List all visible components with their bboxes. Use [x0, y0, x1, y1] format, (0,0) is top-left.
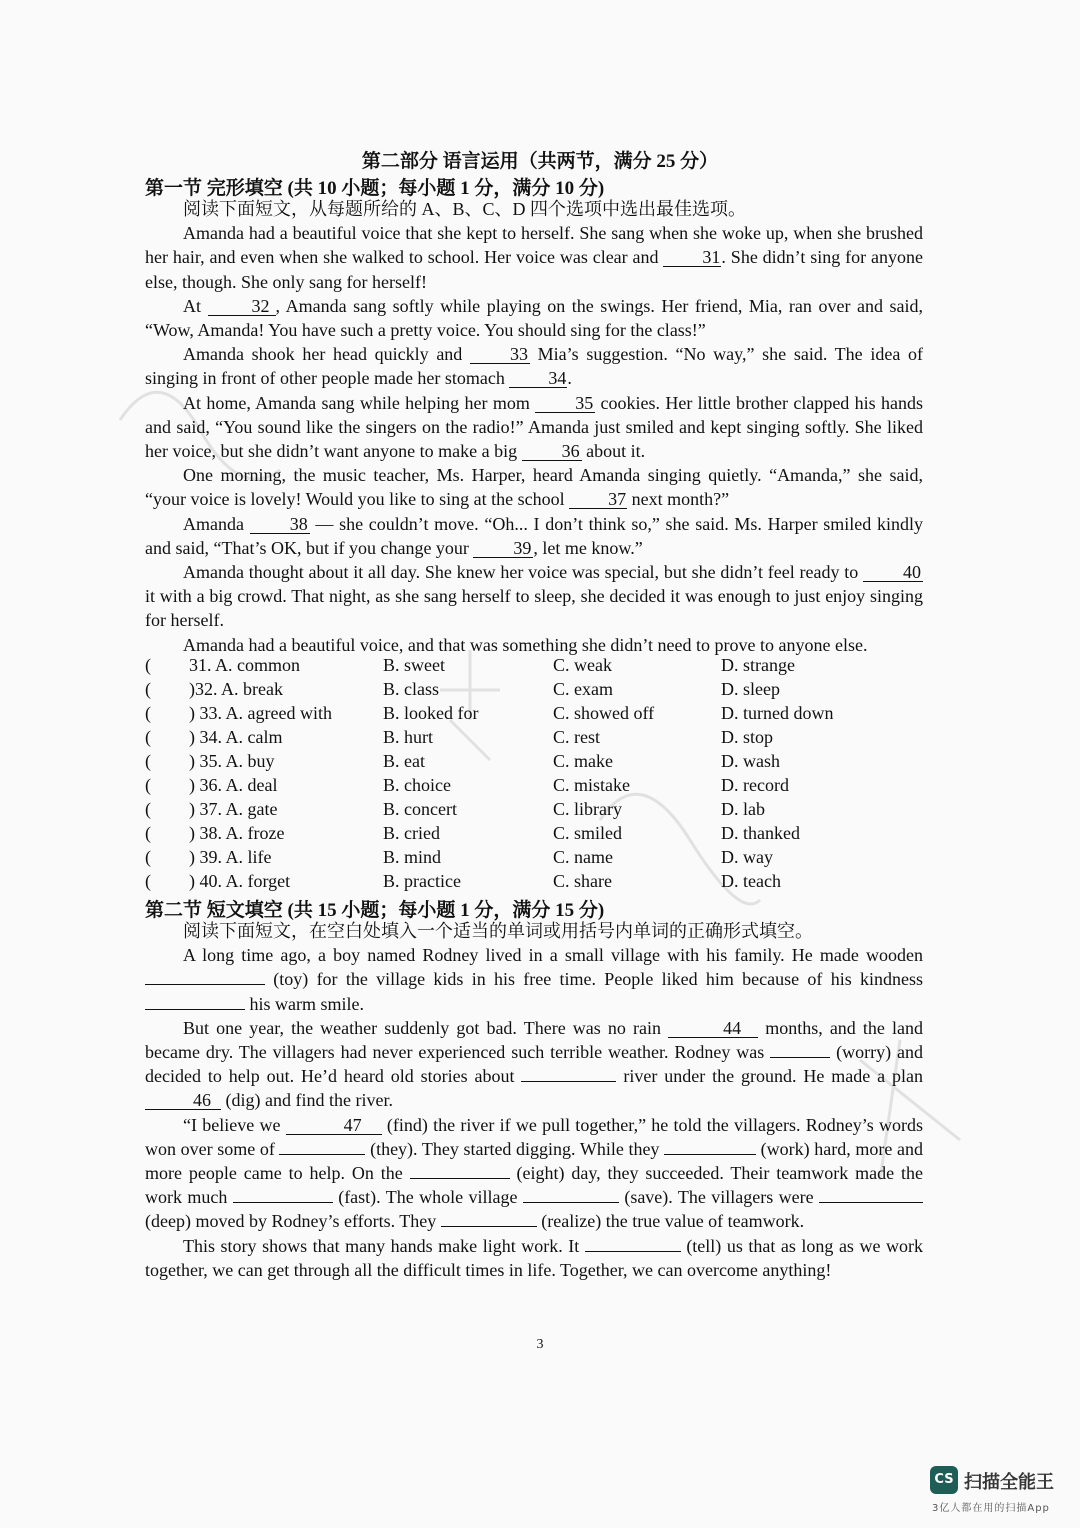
cloze-paragraph-2: At 32 , Amanda sang softly while playing on the swings. Her friend, Mia, ran over and said, “Wow, Amanda! You have such a pretty voice. You should sing for the class!”	[145, 295, 924, 341]
fill-paragraph-1: A long time ago, a boy named Rodney lived in a small village with his family. He made wooden (toy) for the village kids in his free time. People liked him because of his kindness his warm smile.	[145, 943, 923, 1016]
fill-paragraph-2: But one year, the weather suddenly got bad. There was no rain 44 months, and the land became dry. The villagers had never experienced such terrible weather. Rodney was (worry) and decided to help out. He’d heard old stories about river under the ground. He made a plan 46 (dig) and find the river.	[145, 1017, 923, 1111]
option-c: C. exam	[553, 679, 613, 699]
answer-paren: (	[145, 871, 151, 891]
blank-40: 40	[863, 563, 923, 582]
option-a: 31. A. common	[189, 655, 300, 675]
logo-tagline: 3亿人都在用的扫描App	[932, 1503, 1050, 1514]
option-c: C. name	[553, 847, 613, 867]
fill-paragraph-4: This story shows that many hands make light work. It (tell) us that as long as we work together, we can get through all the difficult times in life. Together, we can overcome anything!	[145, 1235, 923, 1280]
option-d: D. lab	[721, 799, 765, 819]
option-c: C. rest	[553, 727, 600, 747]
blank-39: 39	[473, 539, 533, 558]
option-d: D. teach	[721, 871, 781, 891]
option-row-34	[145, 727, 935, 751]
option-c: C. weak	[553, 655, 612, 675]
answer-paren: (	[145, 847, 151, 867]
answer-paren: (	[145, 751, 151, 771]
cs-badge-icon: CS	[930, 1466, 958, 1494]
option-row-40	[145, 871, 935, 895]
option-b: B. mind	[383, 847, 442, 867]
option-row-33	[145, 703, 935, 727]
option-c: C. make	[553, 751, 613, 771]
blank-33: 33	[470, 345, 530, 364]
cloze-passage	[145, 197, 923, 657]
option-a: ) 35. A. buy	[189, 751, 275, 771]
option-b: B. practice	[383, 871, 461, 891]
answer-paren: (	[145, 655, 151, 675]
blank-51	[233, 1202, 333, 1203]
option-b: B. hurt	[383, 727, 434, 747]
answer-paren: (	[145, 799, 151, 819]
option-a: ) 38. A. froze	[189, 823, 285, 843]
option-d: D. stop	[721, 727, 774, 747]
option-b: B. sweet	[383, 655, 445, 675]
answer-paren: (	[145, 703, 151, 723]
option-row-32	[145, 679, 935, 703]
option-row-39	[145, 847, 935, 871]
blank-53	[819, 1202, 923, 1203]
option-c: C. showed off	[553, 703, 655, 723]
option-row-36	[145, 775, 935, 799]
answer-paren: (	[145, 823, 151, 843]
blank-49	[664, 1154, 756, 1155]
blank-44: 44	[668, 1019, 758, 1038]
option-a: ) 36. A. deal	[189, 775, 278, 795]
option-row-31	[145, 655, 935, 679]
option-c: C. share	[553, 871, 612, 891]
cloze-paragraph-5: One morning, the music teacher, Ms. Harper, heard Amanda singing quietly. “Amanda,” she said, “your voice is lovely! Would you like to sing at the school 37 next month?”	[145, 465, 923, 510]
cloze-options	[145, 655, 935, 895]
blank-35: 35	[535, 394, 595, 413]
cloze-paragraph-8: Amanda had a beautiful voice, and that was something she didn’t need to prove to anyone else.	[183, 634, 868, 655]
answer-paren: (	[145, 727, 151, 747]
blank-54	[441, 1226, 537, 1227]
section1-heading: 第一节 完形填空 (共 10 小题；每小题 1 分，满分 10 分)	[145, 178, 605, 199]
blank-46: 46	[145, 1091, 221, 1110]
blank-48	[279, 1154, 365, 1155]
fill-paragraph-3: “I believe we 47 (find) the river if we pull together,” he told the villagers. Rodney’s words won over some of (they). They started digging. While they (work) hard, more and more people came to help. On the (eight) day, they succeeded. Their teamwork made the work much (fast). The whole village (save). The villagers were (deep) moved by Rodney’s efforts. They (realize) the true value of teamwork.	[145, 1114, 923, 1232]
option-d: D. way	[721, 847, 773, 867]
section2-instruction: 阅读下面短文，在空白处填入一个适当的单词或用括号内单词的正确形式填空。	[183, 921, 813, 941]
option-b: B. class	[383, 679, 439, 699]
blank-32: 32	[208, 297, 276, 316]
option-d: D. turned down	[721, 703, 834, 723]
option-b: B. choice	[383, 775, 451, 795]
cloze-paragraph-7: Amanda thought about it all day. She knew her voice was special, but she didn’t feel ready to 40 it with a big crowd. That night, as she sang herself to sleep, she decided it was enough to just enjoy singing for herself.	[145, 562, 923, 631]
blank-52	[523, 1202, 619, 1203]
option-c: C. smiled	[553, 823, 623, 843]
cloze-paragraph-6: Amanda 38 — she couldn’t move. “Oh... I don’t think so,” she said. Ms. Harper smiled kindly and said, “That’s OK, but if you change your 39 , let me know.”	[145, 513, 923, 558]
option-d: D. wash	[721, 751, 780, 771]
camscanner-logo	[930, 1466, 1070, 1516]
option-a: ) 34. A. calm	[189, 727, 283, 747]
blank-47: 47	[286, 1116, 382, 1135]
option-b: B. concert	[383, 799, 457, 819]
section1-instruction: 阅读下面短文，从每题所给的 A、B、C、D 四个选项中选出最佳选项。	[183, 199, 747, 219]
fill-in-passage	[145, 919, 923, 1282]
blank-34: 34	[509, 369, 567, 388]
answer-paren: (	[145, 679, 151, 699]
option-row-37	[145, 799, 935, 823]
option-a: ) 40. A. forget	[189, 871, 291, 891]
blank-45	[770, 1057, 830, 1058]
cloze-paragraph-3: Amanda shook her head quickly and 33 Mia’s suggestion. “No way,” she said. The idea of singing in front of other people made her stomach 34.	[145, 344, 923, 389]
option-d: D. thanked	[721, 823, 800, 843]
option-d: D. strange	[721, 655, 795, 675]
blank-50	[410, 1178, 510, 1179]
option-a: )32. A. break	[189, 679, 283, 699]
option-d: D. sleep	[721, 679, 780, 699]
blank-37: 37	[569, 490, 627, 509]
part-title: 第二部分 语言运用（共两节，满分 25 分）	[361, 151, 719, 172]
option-d: D. record	[721, 775, 789, 795]
page-number: 3	[536, 1337, 544, 1352]
blank-41	[145, 984, 265, 985]
blank-31: 31	[663, 248, 721, 267]
option-a: ) 39. A. life	[189, 847, 272, 867]
option-b: B. eat	[383, 751, 425, 771]
blank-55	[585, 1251, 681, 1252]
option-row-35	[145, 751, 935, 775]
blank-38: 38	[250, 515, 310, 534]
answer-paren: (	[145, 775, 151, 795]
cloze-paragraph-1: Amanda had a beautiful voice that she kept to herself. She sang when she woke up, when she brushed her hair, and even when she walked to school. Her voice was clear and 31. She didn’t sing for anyone else, though. She only sang for herself!	[145, 223, 923, 292]
cloze-paragraph-4: At home, Amanda sang while helping her mom 35 cookies. Her little brother clapped his hands and said, “You sound like the singers on the radio!” Amanda just smiled and kept singing softly. She liked her voice, but she didn’t want anyone to make a big 36 about it.	[145, 392, 923, 462]
option-c: C. library	[553, 799, 622, 819]
blank-43	[521, 1081, 616, 1082]
option-a: ) 37. A. gate	[189, 799, 278, 819]
option-b: B. cried	[383, 823, 440, 843]
logo-name: 扫描全能王	[964, 1472, 1054, 1493]
option-a: ) 33. A. agreed with	[189, 703, 332, 723]
section2-heading: 第二节 短文填空 (共 15 小题；每小题 1 分，满分 15 分)	[145, 900, 605, 921]
option-b: B. looked for	[383, 703, 479, 723]
blank-36: 36	[522, 442, 582, 461]
option-c: C. mistake	[553, 775, 630, 795]
option-row-38	[145, 823, 935, 847]
blank-42	[145, 1009, 245, 1010]
